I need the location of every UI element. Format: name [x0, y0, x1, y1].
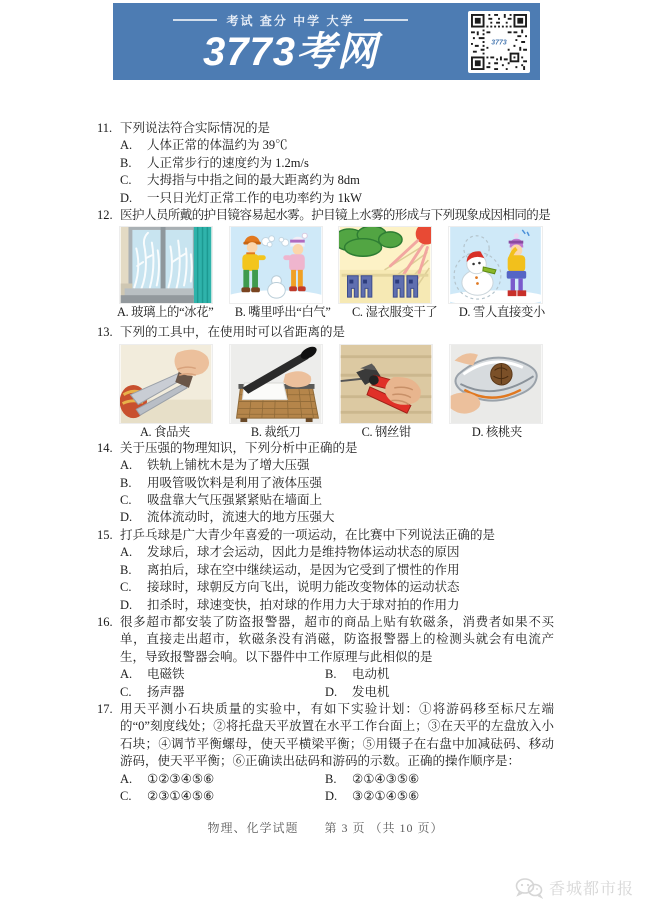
option-label: B. [325, 771, 337, 786]
question-12-stem: 医护人员所戴的护目镜容易起水雾。护目镜上水雾的形成与下列现象成因相同的是 [120, 208, 551, 223]
option-text: ②③①④⑤⑥ [147, 788, 215, 803]
question-17-option-b [325, 771, 554, 788]
question-11-option-c [120, 172, 554, 189]
option-text: 一只日光灯正常工作的电功率约为 1kW [147, 190, 362, 205]
site-banner [113, 3, 540, 80]
frost-window-illustration [119, 226, 213, 304]
question-13 [97, 324, 554, 341]
question-16-option-b [325, 666, 554, 683]
paper-cutter-photo [229, 344, 323, 424]
question-11-option-d [120, 190, 554, 207]
question-14 [97, 440, 554, 527]
watermark-text: 香城都市报 [548, 881, 634, 898]
breath-vapor-illustration [229, 226, 323, 304]
image-label-c: C. 钢丝钳 [361, 424, 412, 439]
question-14-option-b [120, 475, 554, 492]
question-15-option-d [120, 597, 554, 614]
option-label: A. [120, 771, 133, 786]
option-label: C. [120, 684, 132, 699]
option-label: D. [120, 510, 133, 525]
question-13-image-labels [117, 424, 545, 440]
option-label: D. [120, 597, 133, 612]
question-15-option-a [120, 544, 554, 561]
question-16-stem: 很多超市都安装了防盗报警器，超市的商品上贴有软磁条，消费者如果不买单，直接走出超市，软磁条没有消磁，防盗报警器上的检测头就会有电流产生，导致报警器会响。以下器件中工作原理与此相似的是 [120, 614, 554, 664]
option-text: 发球后，球才会运动，因此力是维持物体运动状态的原因 [147, 545, 460, 560]
option-text: 接球时，球朝反方向飞出，说明力能改变物体的运动状态 [147, 580, 460, 595]
question-16-option-c [120, 684, 325, 701]
tagline-right-rule [364, 19, 408, 21]
question-14-option-c [120, 492, 554, 509]
option-text: ②①④③⑤⑥ [352, 771, 420, 786]
question-12 [97, 207, 554, 224]
option-text: 吸盘靠大气压强紧紧贴在墙面上 [147, 493, 323, 508]
question-14-option-d [120, 509, 554, 526]
question-12-images [119, 226, 543, 304]
clothes-drying-illustration [338, 226, 432, 304]
option-text: 发电机 [352, 684, 390, 699]
option-text: 电磁铁 [147, 667, 185, 682]
option-label: A. [120, 458, 133, 473]
image-label-d: D. 核桃夹 [471, 424, 523, 439]
question-16-option-a [120, 666, 325, 683]
qr-center-label: 3773 [491, 39, 507, 47]
option-label: A. [120, 545, 133, 560]
food-tongs-photo [119, 344, 213, 424]
option-label: D. [325, 788, 338, 803]
option-text: 铁轨上铺枕木是为了增大压强 [147, 458, 310, 473]
option-text: ①②③④⑤⑥ [147, 771, 215, 786]
option-label: B. [120, 562, 132, 577]
question-16-option-d [325, 684, 554, 701]
option-text: 用吸管吸饮料是利用了液体压强 [147, 475, 323, 490]
question-14-option-a [120, 457, 554, 474]
banner-tagline-row [173, 12, 407, 29]
wire-pliers-photo [339, 344, 433, 424]
question-13-stem: 下列的工具中，在使用时可以省距离的是 [120, 325, 346, 340]
shrinking-snowman-illustration [448, 226, 543, 304]
option-label: A. [120, 667, 133, 682]
option-text: 离拍后，球在空中继续运动，是因为它受到了惯性的作用 [147, 562, 460, 577]
question-15 [97, 527, 554, 614]
option-label: B. [120, 155, 132, 170]
question-17-option-c [120, 788, 325, 805]
option-label: C. [120, 173, 132, 188]
watermark [515, 876, 634, 899]
exam-content [97, 120, 554, 836]
site-logo: 3773考网 [203, 29, 378, 74]
question-17-stem: 用天平测小石块质量的实验中，有如下实验计划：①将游码移至标尺左端的“0”刻度线处；②将托盘天平放置在水平工作台面上；③在天平的左盘放入小石块；④调节平衡螺母，使天平横梁平衡；⑤用镊子在右盘中加减砝码、移动游码，使天平平衡；⑥正确读出砝码和游码的示数。正确的操作顺序是： [120, 701, 554, 769]
banner-tagline: 考试 查分 中学 大学 [226, 13, 355, 28]
question-17 [97, 701, 554, 805]
option-label: C. [120, 493, 132, 508]
question-11-stem: 下列说法符合实际情况的是 [120, 121, 271, 135]
question-11-option-a [120, 137, 554, 154]
qr-code-icon [471, 14, 527, 70]
question-16-number: 16. [97, 614, 113, 629]
image-label-b: B. 嘴里呼出“白气” [234, 305, 331, 320]
question-15-option-c [120, 579, 554, 596]
option-label: B. [325, 667, 337, 682]
question-16 [97, 614, 554, 701]
option-label: C. [120, 788, 132, 803]
question-17-option-d [325, 788, 554, 805]
question-15-option-b [120, 562, 554, 579]
option-text: 流体流动时，流速大的地方压强大 [147, 510, 335, 525]
nutcracker-photo [449, 344, 543, 424]
question-13-number: 13. [97, 325, 113, 340]
option-label: A. [120, 138, 133, 153]
option-label: C. [120, 580, 132, 595]
option-text: 人体正常的体温约为 39℃ [147, 138, 288, 153]
question-11-option-b [120, 155, 554, 172]
option-text: 大拇指与中指之间的最大距离约为 8dm [147, 173, 360, 188]
question-13-images [119, 344, 543, 424]
image-label-d: D. 雪人直接变小 [458, 305, 545, 320]
option-text: 扣杀时，球速变快，拍对球的作用力大于球对拍的作用力 [147, 597, 460, 612]
option-label: D. [120, 190, 133, 205]
question-17-option-a [120, 771, 325, 788]
question-12-number: 12. [97, 208, 113, 223]
option-label: B. [120, 475, 132, 490]
banner-text-block [113, 3, 468, 80]
qr-code [468, 11, 530, 73]
page-footer: 物理、化学试题 第 3 页 （共 10 页） [207, 821, 444, 836]
tagline-left-rule [173, 19, 217, 21]
question-15-number: 15. [97, 527, 113, 542]
option-text: 扬声器 [147, 684, 185, 699]
option-text: 人正常步行的速度约为 1.2m/s [147, 155, 309, 170]
image-label-a: A. 食品夹 [139, 424, 191, 439]
question-17-number: 17. [97, 701, 113, 716]
wechat-icon [515, 877, 543, 899]
question-12-image-labels [117, 304, 545, 320]
question-15-stem: 打乒乓球是广大青少年喜爱的一项运动，在比赛中下列说法正确的是 [120, 527, 496, 542]
option-text: 电动机 [352, 667, 390, 682]
question-11-number: 11. [97, 121, 113, 135]
image-label-a: A. 玻璃上的“冰花” [117, 305, 214, 320]
image-label-b: B. 裁纸刀 [250, 424, 301, 439]
question-11 [97, 120, 554, 207]
option-text: ③②①④⑤⑥ [352, 788, 420, 803]
option-label: D. [325, 684, 338, 699]
question-14-stem: 关于压强的物理知识，下列分析中正确的是 [120, 440, 358, 455]
question-14-number: 14. [97, 440, 113, 455]
image-label-c: C. 湿衣服变干了 [352, 305, 438, 320]
